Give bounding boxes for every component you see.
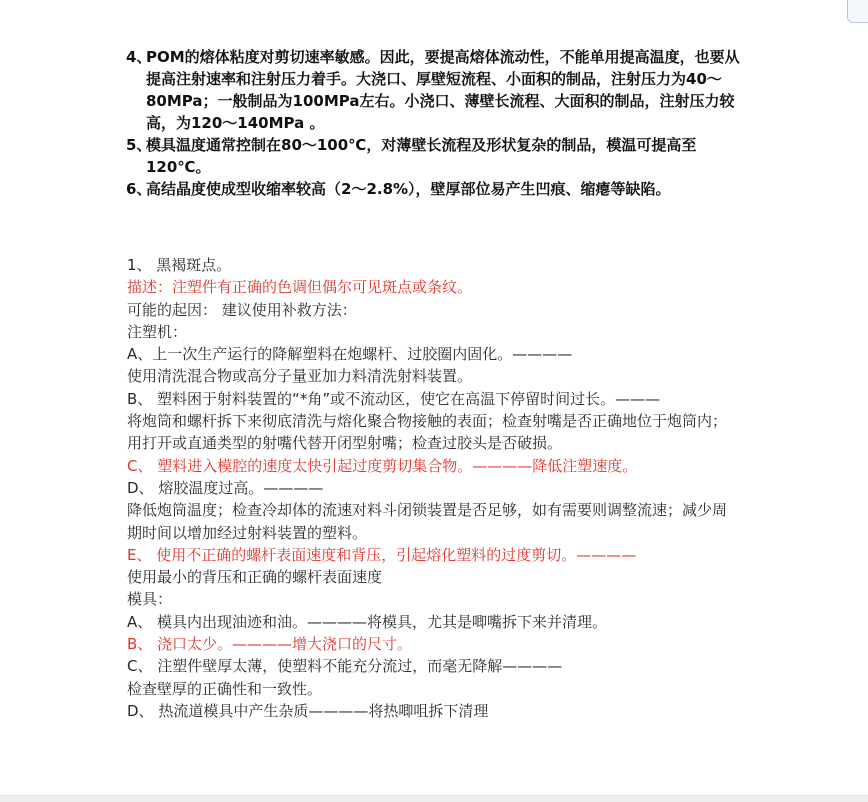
- item-number: 5、: [126, 136, 152, 154]
- item-text: 高结晶度使成型收缩率较高（2～2.8%），壁厚部位易产生凹痕、缩瘪等缺陷。: [146, 180, 671, 198]
- causes-header: 可能的起因： 建议使用补救方法：: [127, 300, 357, 319]
- bottom-scroll-edge: [0, 795, 868, 802]
- item-number: 6、: [126, 180, 152, 198]
- bold-list-item: [126, 178, 746, 200]
- remedy-line: 将炮筒和螺杆拆下来彻底清洗与熔化聚合物接触的表面；检查射嘴是否正确地位于炮筒内；用打开或直通类型的射嘴代替开闭型射嘴；检查过胶头是否破损。: [127, 412, 728, 453]
- cause-line: A、上一次生产运行的降解塑料在炮螺杆、过胶圈内固化。————: [127, 345, 573, 364]
- remedy-line: 检查壁厚的正确性和一致性。: [127, 679, 323, 698]
- defect-section: [127, 254, 739, 722]
- subsection-label: 注塑机：: [127, 322, 188, 341]
- remedy-line: 使用最小的背压和正确的螺杆表面速度: [127, 568, 383, 587]
- cause-line: C、 塑料进入模腔的速度太快引起过度剪切集合物。————降低注塑速度。: [127, 456, 638, 475]
- item-text: 模具温度通常控制在80～100℃，对薄壁长流程及形状复杂的制品，模温可提高至120℃。: [146, 136, 697, 176]
- bold-list-item: [126, 46, 746, 134]
- cause-line: B、 浇口太少。————增大浇口的尺寸。: [127, 635, 413, 654]
- item-text: POM的熔体粘度对剪切速率敏感。因此，要提高熔体流动性，不能单用提高温度，也要从提高注射速率和注射压力着手。大浇口、厚壁短流程、小面积的制品，注射压力为40～80MPa；一般制品为100MPa左右。小浇口、薄壁长流程、大面积的制品，注射压力较高，为120～140MPa 。: [146, 48, 740, 132]
- bold-list-item: [126, 134, 746, 178]
- remedy-line: 使用清洗混合物或高分子量亚加力料清洗射料装置。: [127, 367, 473, 386]
- subsection-label: 模具：: [127, 590, 173, 609]
- cause-line: E、 使用不正确的螺杆表面速度和背压，引起熔化塑料的过度剪切。————: [127, 545, 637, 564]
- cause-line: D、 热流道模具中产生杂质————将热唧咀拆下清理: [127, 701, 489, 720]
- item-number: 4、: [126, 48, 152, 66]
- bold-list: [126, 46, 746, 200]
- remedy-line: 降低炮筒温度；检查冷却体的流速对料斗闭锁装置是否足够，如有需要则调整流速；减少周期时间以增加经过射料装置的塑料。: [127, 501, 728, 542]
- cause-line: C、 注塑件壁厚太薄，使塑料不能充分流过，而毫无降解————: [127, 657, 563, 676]
- cause-line: D、 熔胶温度过高。————: [127, 478, 324, 497]
- section-heading: 1、 黑褐斑点。: [127, 256, 232, 274]
- cause-line: A、 模具内出现油迹和油。————将模具，尤其是唧嘴拆下来并清理。: [127, 612, 608, 631]
- corner-tab[interactable]: [847, 0, 868, 23]
- description-line: 描述：注塑件有正确的色调但偶尔可见斑点或条纹。: [127, 278, 473, 297]
- cause-line: B、 塑料困于射料装置的“*角”或不流动区，使它在高温下停留时间过长。———: [127, 389, 661, 408]
